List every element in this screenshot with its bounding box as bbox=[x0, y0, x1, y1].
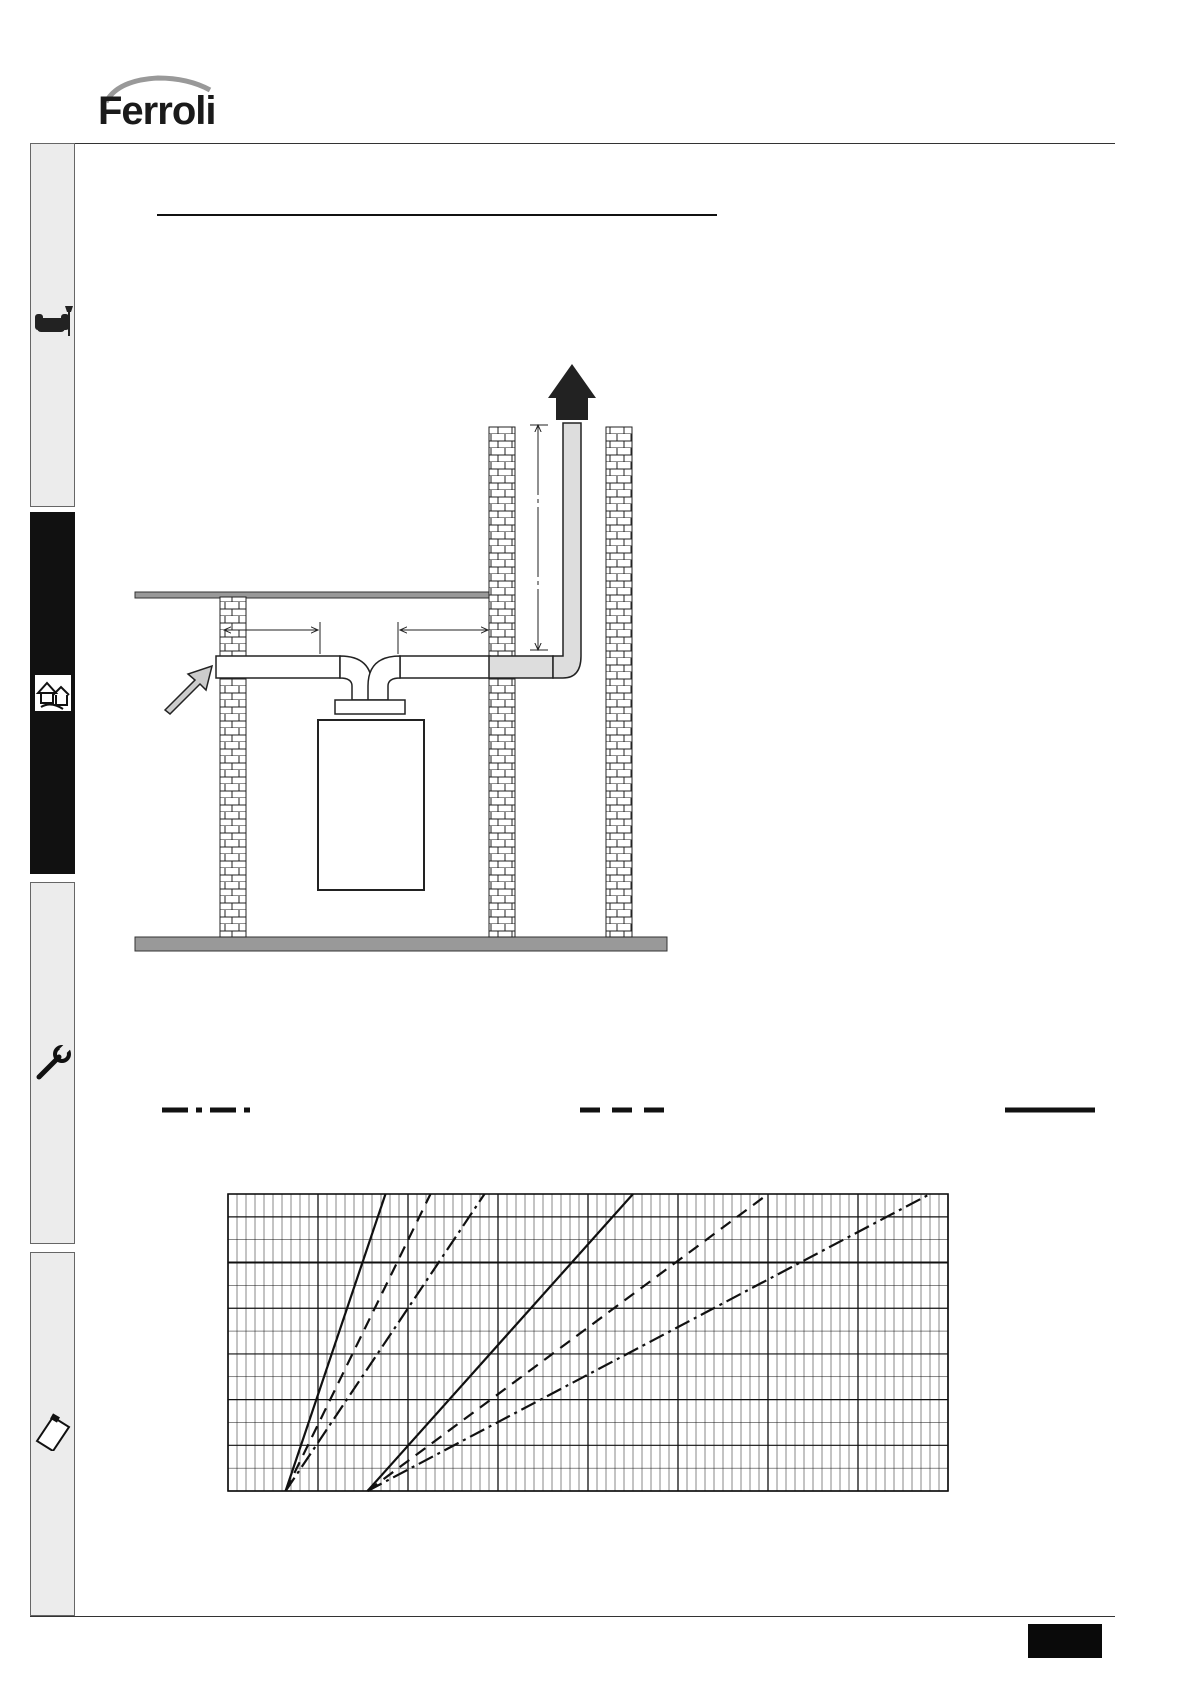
right-wall bbox=[606, 427, 632, 937]
chart-series-line-6-dash-dot bbox=[368, 1194, 931, 1491]
wrench-icon bbox=[33, 1043, 73, 1083]
boiler-body bbox=[318, 720, 424, 890]
house-installation-icon bbox=[33, 673, 73, 713]
intake-elbow bbox=[340, 656, 372, 700]
wall-sleeve-pipe bbox=[489, 656, 553, 678]
chart-legend bbox=[160, 1100, 1100, 1120]
chart-series-line-3-dash-dot bbox=[286, 1194, 485, 1491]
flue-installation-diagram bbox=[120, 350, 680, 960]
footer-divider bbox=[30, 1616, 1115, 1617]
clipboard-icon bbox=[33, 1411, 73, 1451]
section-title-underline bbox=[157, 214, 717, 216]
chart-series-line-5-dashed bbox=[368, 1194, 769, 1491]
middle-wall bbox=[489, 427, 515, 937]
ceiling-slab bbox=[135, 592, 491, 598]
chart-series-line-4-solid bbox=[368, 1194, 634, 1491]
air-intake-arrow bbox=[165, 666, 212, 714]
svg-text:Ferroli: Ferroli bbox=[98, 89, 216, 132]
brand-logo bbox=[98, 72, 218, 144]
exhaust-elbow bbox=[368, 656, 400, 700]
pressure-loss-chart bbox=[220, 1190, 960, 1500]
page-number-box bbox=[1028, 1624, 1102, 1658]
sidebar-tab-user[interactable] bbox=[30, 143, 75, 507]
armchair-icon bbox=[33, 302, 73, 342]
header-divider bbox=[75, 143, 1115, 144]
exhaust-pipe bbox=[400, 656, 490, 678]
boiler-adapter bbox=[335, 700, 405, 714]
left-wall bbox=[220, 597, 246, 937]
floor-slab bbox=[135, 937, 667, 951]
exhaust-arrow bbox=[548, 364, 596, 420]
vertical-flue bbox=[553, 423, 581, 678]
chart-series-line-1-solid bbox=[286, 1194, 386, 1491]
sidebar-tab-service[interactable] bbox=[30, 882, 75, 1244]
ferroli-logo-mark bbox=[98, 72, 218, 132]
sidebar-tab-installation[interactable] bbox=[30, 512, 75, 874]
sidebar-tab-technical-data[interactable] bbox=[30, 1252, 75, 1616]
intake-pipe bbox=[216, 656, 340, 678]
